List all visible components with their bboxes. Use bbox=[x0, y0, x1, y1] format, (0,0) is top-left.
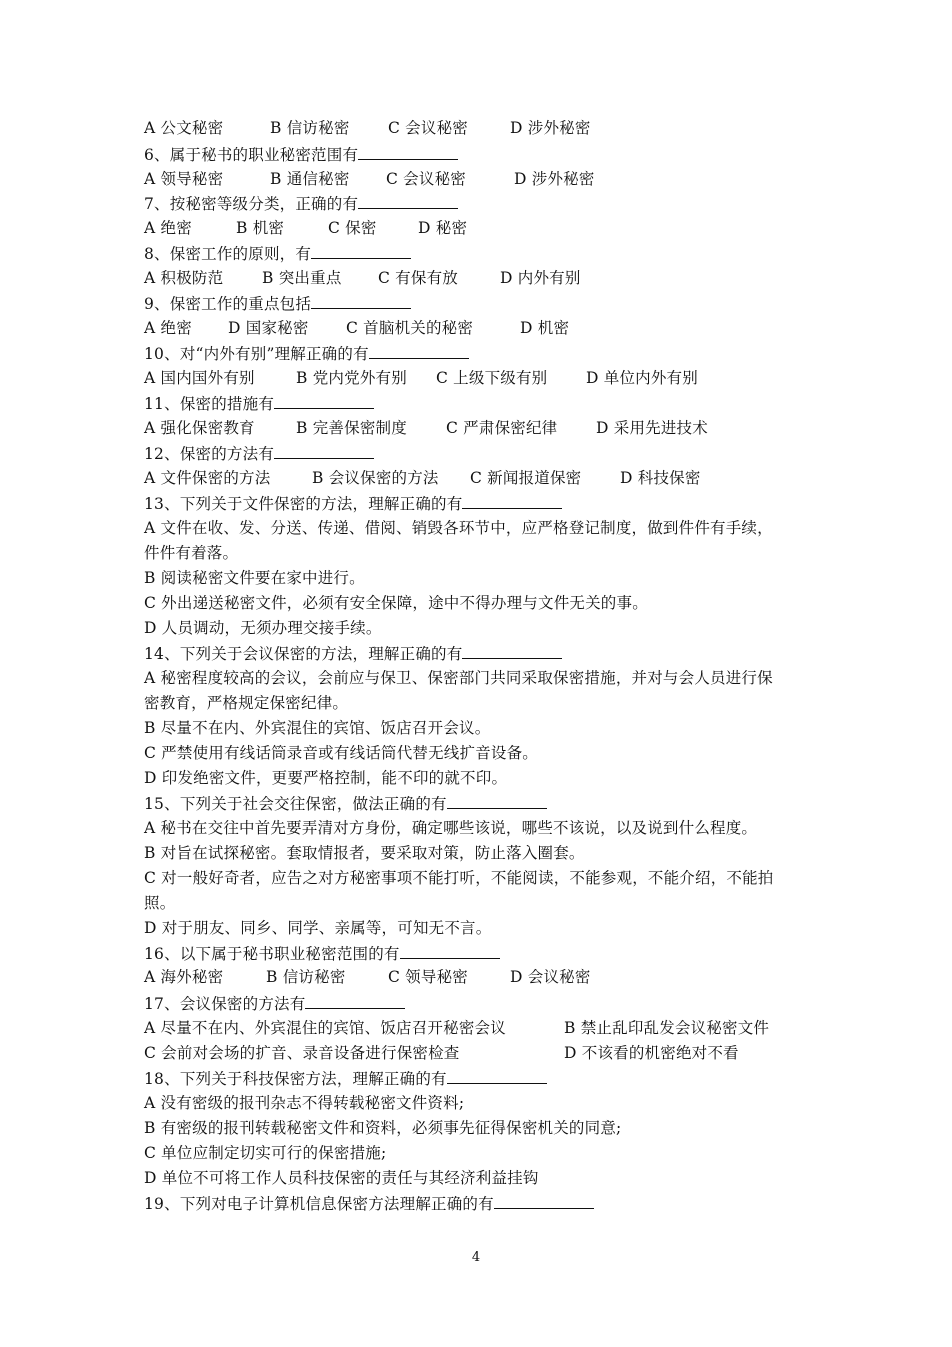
option-row bbox=[144, 118, 591, 138]
question-line bbox=[144, 343, 469, 364]
text-line: A 文件在收、发、分送、传递、借阅、销毁各环节中，应严格登记制度，做到件件有手续， bbox=[144, 519, 773, 537]
option-item: C 首脑机关的秘密 bbox=[346, 319, 474, 337]
option-item: D 涉外秘密 bbox=[510, 119, 591, 137]
question-text: 15、下列关于社会交往保密，做法正确的有 bbox=[144, 795, 447, 813]
text-line: D 人员调动，无须办理交接手续。 bbox=[144, 619, 382, 637]
answer-blank bbox=[369, 343, 469, 359]
option-item: D 国家秘密 bbox=[228, 319, 309, 337]
option-row bbox=[144, 318, 569, 338]
option-row bbox=[144, 169, 595, 189]
option-item: C 保密 bbox=[328, 219, 377, 237]
option-item: A 强化保密教育 bbox=[144, 419, 255, 437]
text-line: C 外出递送秘密文件，必须有安全保障，途中不得办理与文件无关的事。 bbox=[144, 594, 648, 612]
option-item: D 机密 bbox=[520, 319, 570, 337]
question-text: 7、按秘密等级分类，正确的有 bbox=[144, 195, 359, 213]
option-item: A 领导秘密 bbox=[144, 170, 224, 188]
option-item: C 新闻报道保密 bbox=[470, 469, 582, 487]
text-line: C 单位应制定切实可行的保密措施; bbox=[144, 1144, 387, 1162]
option-item: B 完善保密制度 bbox=[296, 419, 407, 437]
text-line: D 印发绝密文件，更要严格控制，能不印的就不印。 bbox=[144, 769, 508, 787]
answer-blank bbox=[274, 393, 374, 409]
option-item: C 领导秘密 bbox=[388, 968, 468, 986]
question-text: 9、保密工作的重点包括 bbox=[144, 295, 312, 313]
question-line bbox=[144, 193, 458, 214]
question-line bbox=[144, 243, 411, 264]
question-text: 14、下列关于会议保密的方法，理解正确的有 bbox=[144, 645, 463, 663]
option-item: D 秘密 bbox=[418, 219, 468, 237]
option-row bbox=[144, 1043, 739, 1063]
text-line: C 严禁使用有线话筒录音或有线话筒代替无线扩音设备。 bbox=[144, 744, 538, 762]
option-item: C 有保有放 bbox=[378, 269, 458, 287]
answer-blank bbox=[358, 144, 458, 160]
option-item: B 党内党外有别 bbox=[296, 369, 407, 387]
question-text: 16、以下属于秘书职业秘密范围的有 bbox=[144, 945, 400, 963]
text-line: D 单位不可将工作人员科技保密的责任与其经济利益挂钩 bbox=[144, 1169, 539, 1187]
question-line bbox=[144, 643, 562, 664]
answer-blank bbox=[305, 993, 405, 1009]
question-line bbox=[144, 393, 374, 414]
option-item: C 会议秘密 bbox=[386, 170, 466, 188]
question-text: 17、会议保密的方法有 bbox=[144, 995, 306, 1013]
text-line: B 阅读秘密文件要在家中进行。 bbox=[144, 569, 365, 587]
answer-blank bbox=[311, 293, 411, 309]
question-text: 18、下列关于科技保密方法，理解正确的有 bbox=[144, 1070, 447, 1088]
page-number: 4 bbox=[471, 1250, 481, 1265]
option-item: D 科技保密 bbox=[620, 469, 701, 487]
question-text: 19、下列对电子计算机信息保密方法理解正确的有 bbox=[144, 1195, 494, 1213]
option-item: B 信访秘密 bbox=[270, 119, 350, 137]
option-row bbox=[144, 218, 467, 238]
text-line: 密教育，严格规定保密纪律。 bbox=[144, 694, 349, 712]
text-line: B 对旨在试探秘密。套取情报者，要采取对策，防止落入圈套。 bbox=[144, 844, 585, 862]
option-item: B 突出重点 bbox=[262, 269, 342, 287]
question-text: 10、对“内外有别”理解正确的有 bbox=[144, 345, 369, 363]
option-item: A 绝密 bbox=[144, 219, 192, 237]
option-row bbox=[144, 967, 591, 987]
option-item: D 涉外秘密 bbox=[514, 170, 595, 188]
question-line bbox=[144, 943, 500, 964]
option-item: C 严肃保密纪律 bbox=[446, 419, 558, 437]
question-text: 6、属于秘书的职业秘密范围有 bbox=[144, 146, 359, 164]
answer-blank bbox=[358, 193, 458, 209]
question-line bbox=[144, 493, 562, 514]
option-row bbox=[144, 368, 698, 388]
option-item: A 文件保密的方法 bbox=[144, 469, 271, 487]
option-item: B 禁止乱印乱发会议秘密文件 bbox=[564, 1019, 770, 1037]
answer-blank bbox=[274, 443, 374, 459]
option-item: C 会前对会场的扩音、录音设备进行保密检查 bbox=[144, 1044, 460, 1062]
option-item: B 机密 bbox=[236, 219, 285, 237]
text-line: A 秘书在交往中首先要弄清对方身份，确定哪些该说，哪些不该说，以及说到什么程度。 bbox=[144, 819, 758, 837]
option-item: D 内外有别 bbox=[500, 269, 581, 287]
option-row bbox=[144, 268, 581, 288]
question-line bbox=[144, 793, 547, 814]
option-item: A 尽量不在内、外宾混住的宾馆、饭店召开秘密会议 bbox=[144, 1019, 506, 1037]
option-item: A 绝密 bbox=[144, 319, 192, 337]
text-line: B 尽量不在内、外宾混住的宾馆、饭店召开会议。 bbox=[144, 719, 491, 737]
option-item: B 信访秘密 bbox=[266, 968, 346, 986]
answer-blank bbox=[447, 1068, 547, 1084]
text-line: 件件有着落。 bbox=[144, 544, 239, 562]
text-line: A 没有密级的报刊杂志不得转载秘密文件资料; bbox=[144, 1094, 465, 1112]
option-row bbox=[144, 468, 701, 488]
option-item: A 公文秘密 bbox=[144, 119, 224, 137]
question-text: 8、保密工作的原则，有 bbox=[144, 245, 312, 263]
question-line bbox=[144, 293, 411, 314]
option-item: A 海外秘密 bbox=[144, 968, 224, 986]
text-line: C 对一般好奇者，应告之对方秘密事项不能打听，不能阅读，不能参观，不能介绍，不能拍 bbox=[144, 869, 774, 887]
answer-blank bbox=[494, 1193, 594, 1209]
option-item: A 国内国外有别 bbox=[144, 369, 255, 387]
answer-blank bbox=[447, 793, 547, 809]
option-item: B 通信秘密 bbox=[270, 170, 350, 188]
question-text: 13、下列关于文件保密的方法，理解正确的有 bbox=[144, 495, 463, 513]
option-item: B 会议保密的方法 bbox=[312, 469, 439, 487]
option-item: C 会议秘密 bbox=[388, 119, 468, 137]
question-line bbox=[144, 993, 405, 1014]
option-item: D 单位内外有别 bbox=[586, 369, 698, 387]
question-text: 11、保密的措施有 bbox=[144, 395, 275, 413]
option-item: D 采用先进技术 bbox=[596, 419, 708, 437]
answer-blank bbox=[400, 943, 500, 959]
text-line: 照。 bbox=[144, 894, 176, 912]
option-row bbox=[144, 1018, 769, 1038]
option-item: D 不该看的机密绝对不看 bbox=[564, 1044, 739, 1062]
text-line: D 对于朋友、同乡、同学、亲属等，可知无不言。 bbox=[144, 919, 492, 937]
question-line bbox=[144, 144, 458, 165]
option-item: A 积极防范 bbox=[144, 269, 224, 287]
question-text: 12、保密的方法有 bbox=[144, 445, 275, 463]
question-line bbox=[144, 443, 374, 464]
question-line bbox=[144, 1068, 547, 1089]
text-line: B 有密级的报刊转载秘密文件和资料，必须事先征得保密机关的同意; bbox=[144, 1119, 622, 1137]
question-line bbox=[144, 1193, 594, 1214]
option-item: D 会议秘密 bbox=[510, 968, 591, 986]
option-row bbox=[144, 418, 708, 438]
answer-blank bbox=[311, 243, 411, 259]
answer-blank bbox=[462, 493, 562, 509]
answer-blank bbox=[462, 643, 562, 659]
option-item: C 上级下级有别 bbox=[436, 369, 548, 387]
text-line: A 秘密程度较高的会议，会前应与保卫、保密部门共同采取保密措施，并对与会人员进行保 bbox=[144, 669, 773, 687]
